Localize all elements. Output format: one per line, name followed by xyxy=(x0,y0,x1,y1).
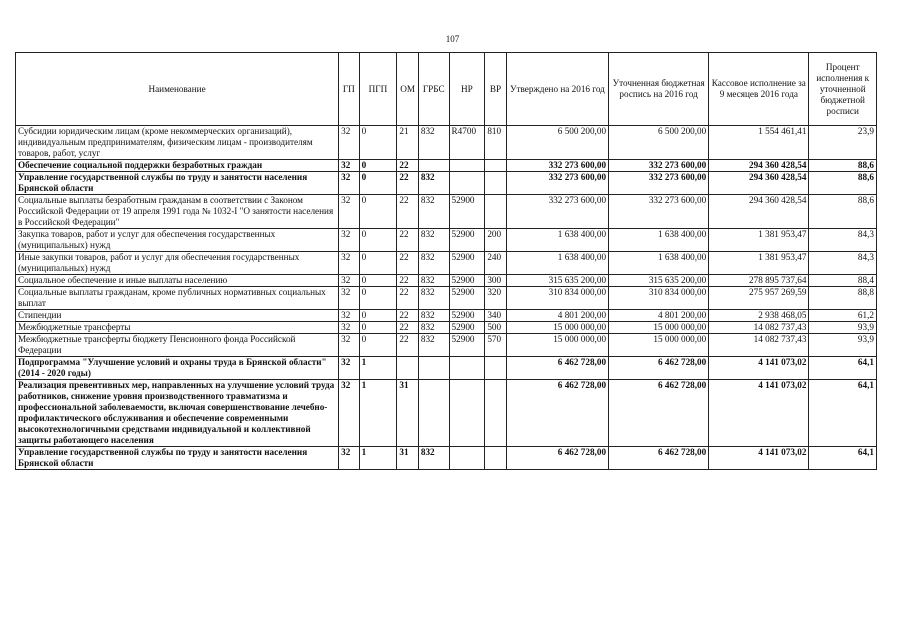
cell-name: Межбюджетные трансферты xyxy=(16,322,339,334)
cell-gp: 32 xyxy=(339,380,359,447)
cell-specified: 332 273 600,00 xyxy=(609,160,709,172)
cell-pgp: 1 xyxy=(359,357,397,380)
cell-approved: 1 638 400,00 xyxy=(506,252,608,275)
cell-vr xyxy=(485,172,506,195)
cell-gp: 32 xyxy=(339,275,359,287)
cell-om: 22 xyxy=(397,334,418,357)
cell-pgp: 0 xyxy=(359,172,397,195)
cell-cash: 1 381 953,47 xyxy=(709,229,809,252)
cell-cash: 275 957 269,59 xyxy=(709,287,809,310)
cell-np xyxy=(449,380,485,447)
cell-om: 22 xyxy=(397,195,418,229)
header-np: НР xyxy=(449,53,485,126)
header-cash: Кассовое исполнение за 9 месяцев 2016 года xyxy=(709,53,809,126)
cell-grbs: 832 xyxy=(418,172,449,195)
cell-specified: 1 638 400,00 xyxy=(609,229,709,252)
table-row xyxy=(16,287,877,310)
cell-np xyxy=(449,447,485,470)
cell-pgp: 0 xyxy=(359,310,397,322)
header-percent: Процент исполнения к уточненной бюджетной росписи xyxy=(809,53,877,126)
cell-vr xyxy=(485,380,506,447)
header-pgp: ПГП xyxy=(359,53,397,126)
cell-specified: 15 000 000,00 xyxy=(609,334,709,357)
cell-approved: 6 462 728,00 xyxy=(506,357,608,380)
cell-grbs: 832 xyxy=(418,195,449,229)
cell-approved: 315 635 200,00 xyxy=(506,275,608,287)
cell-om: 21 xyxy=(397,126,418,160)
cell-percent: 64,1 xyxy=(809,380,877,447)
cell-np xyxy=(449,172,485,195)
cell-om: 22 xyxy=(397,287,418,310)
cell-om: 22 xyxy=(397,275,418,287)
cell-specified: 6 500 200,00 xyxy=(609,126,709,160)
cell-grbs: 832 xyxy=(418,447,449,470)
cell-approved: 1 638 400,00 xyxy=(506,229,608,252)
cell-percent: 93,9 xyxy=(809,322,877,334)
cell-cash: 14 082 737,43 xyxy=(709,334,809,357)
cell-vr: 570 xyxy=(485,334,506,357)
header-gp: ГП xyxy=(339,53,359,126)
cell-vr xyxy=(485,357,506,380)
cell-name: Подпрограмма "Улучшение условий и охраны труда в Брянской области" (2014 - 2020 годы) xyxy=(16,357,339,380)
cell-gp: 32 xyxy=(339,447,359,470)
cell-specified: 6 462 728,00 xyxy=(609,357,709,380)
cell-grbs: 832 xyxy=(418,252,449,275)
cell-name: Социальное обеспечение и иные выплаты населению xyxy=(16,275,339,287)
cell-percent: 84,3 xyxy=(809,252,877,275)
cell-percent: 93,9 xyxy=(809,334,877,357)
header-om: ОМ xyxy=(397,53,418,126)
cell-om: 22 xyxy=(397,252,418,275)
cell-np: 52900 xyxy=(449,334,485,357)
cell-gp: 32 xyxy=(339,252,359,275)
table-row xyxy=(16,447,877,470)
cell-np: 52900 xyxy=(449,195,485,229)
cell-percent: 64,1 xyxy=(809,357,877,380)
page-number: 107 xyxy=(445,34,460,44)
cell-np: 52900 xyxy=(449,252,485,275)
cell-approved: 332 273 600,00 xyxy=(506,172,608,195)
cell-pgp: 0 xyxy=(359,195,397,229)
header-approved: Утверждено на 2016 год xyxy=(506,53,608,126)
cell-vr: 810 xyxy=(485,126,506,160)
cell-cash: 4 141 073,02 xyxy=(709,357,809,380)
cell-gp: 32 xyxy=(339,334,359,357)
header-grbs: ГРБС xyxy=(418,53,449,126)
cell-grbs: 832 xyxy=(418,322,449,334)
cell-name: Социальные выплаты гражданам, кроме публичных нормативных социальных выплат xyxy=(16,287,339,310)
cell-gp: 32 xyxy=(339,310,359,322)
cell-cash: 294 360 428,54 xyxy=(709,172,809,195)
cell-vr: 340 xyxy=(485,310,506,322)
table-row xyxy=(16,252,877,275)
cell-cash: 1 554 461,41 xyxy=(709,126,809,160)
cell-grbs: 832 xyxy=(418,334,449,357)
cell-om: 22 xyxy=(397,322,418,334)
cell-name: Закупка товаров, работ и услуг для обеспечения государственных (муниципальных) нужд xyxy=(16,229,339,252)
table-header-row xyxy=(16,53,877,126)
cell-approved: 332 273 600,00 xyxy=(506,160,608,172)
cell-percent: 84,3 xyxy=(809,229,877,252)
cell-name: Управление государственной службы по труду и занятости населения Брянской области xyxy=(16,172,339,195)
cell-pgp: 1 xyxy=(359,447,397,470)
cell-name: Управление государственной службы по труду и занятости населения Брянской области xyxy=(16,447,339,470)
cell-cash: 294 360 428,54 xyxy=(709,160,809,172)
cell-gp: 32 xyxy=(339,287,359,310)
cell-specified: 332 273 600,00 xyxy=(609,195,709,229)
cell-grbs xyxy=(418,380,449,447)
cell-specified: 310 834 000,00 xyxy=(609,287,709,310)
cell-vr xyxy=(485,447,506,470)
cell-pgp: 0 xyxy=(359,275,397,287)
cell-cash: 278 895 737,64 xyxy=(709,275,809,287)
cell-specified: 1 638 400,00 xyxy=(609,252,709,275)
cell-vr xyxy=(485,160,506,172)
cell-gp: 32 xyxy=(339,172,359,195)
cell-pgp: 1 xyxy=(359,380,397,447)
cell-gp: 32 xyxy=(339,126,359,160)
cell-name: Субсидии юридическим лицам (кроме некоммерческих организаций), индивидуальным предпринимателям, физическим лицам - производителям товаров, работ, услуг xyxy=(16,126,339,160)
cell-np: 52900 xyxy=(449,229,485,252)
table-row xyxy=(16,380,877,447)
cell-cash: 2 938 468,05 xyxy=(709,310,809,322)
cell-vr: 240 xyxy=(485,252,506,275)
cell-percent: 64,1 xyxy=(809,447,877,470)
table-row xyxy=(16,334,877,357)
cell-percent: 88,6 xyxy=(809,172,877,195)
cell-vr: 320 xyxy=(485,287,506,310)
cell-specified: 315 635 200,00 xyxy=(609,275,709,287)
table-row xyxy=(16,357,877,380)
cell-pgp: 0 xyxy=(359,126,397,160)
cell-cash: 4 141 073,02 xyxy=(709,447,809,470)
budget-table xyxy=(15,52,877,470)
cell-cash: 14 082 737,43 xyxy=(709,322,809,334)
header-name: Наименование xyxy=(16,53,339,126)
cell-gp: 32 xyxy=(339,229,359,252)
cell-approved: 6 462 728,00 xyxy=(506,447,608,470)
cell-grbs: 832 xyxy=(418,229,449,252)
cell-percent: 23,9 xyxy=(809,126,877,160)
cell-name: Стипендии xyxy=(16,310,339,322)
cell-percent: 88,4 xyxy=(809,275,877,287)
cell-approved: 15 000 000,00 xyxy=(506,322,608,334)
cell-approved: 6 462 728,00 xyxy=(506,380,608,447)
cell-pgp: 0 xyxy=(359,287,397,310)
cell-cash: 4 141 073,02 xyxy=(709,380,809,447)
cell-om: 31 xyxy=(397,380,418,447)
table-row xyxy=(16,126,877,160)
cell-pgp: 0 xyxy=(359,252,397,275)
cell-specified: 6 462 728,00 xyxy=(609,380,709,447)
cell-gp: 32 xyxy=(339,195,359,229)
cell-name: Обеспечение социальной поддержки безработных граждан xyxy=(16,160,339,172)
cell-pgp: 0 xyxy=(359,229,397,252)
cell-gp: 32 xyxy=(339,357,359,380)
cell-approved: 15 000 000,00 xyxy=(506,334,608,357)
table-row xyxy=(16,172,877,195)
cell-np xyxy=(449,160,485,172)
table-row xyxy=(16,195,877,229)
cell-specified: 4 801 200,00 xyxy=(609,310,709,322)
cell-np: 52900 xyxy=(449,275,485,287)
table-row xyxy=(16,160,877,172)
cell-pgp: 0 xyxy=(359,160,397,172)
cell-np xyxy=(449,357,485,380)
cell-pgp: 0 xyxy=(359,322,397,334)
cell-specified: 15 000 000,00 xyxy=(609,322,709,334)
cell-om xyxy=(397,357,418,380)
cell-grbs: 832 xyxy=(418,126,449,160)
cell-om: 31 xyxy=(397,447,418,470)
cell-np: 52900 xyxy=(449,322,485,334)
cell-vr: 500 xyxy=(485,322,506,334)
header-specified: Уточненная бюджетная роспись на 2016 год xyxy=(609,53,709,126)
cell-percent: 88,8 xyxy=(809,287,877,310)
table-row xyxy=(16,310,877,322)
cell-approved: 332 273 600,00 xyxy=(506,195,608,229)
cell-pgp: 0 xyxy=(359,334,397,357)
cell-cash: 294 360 428,54 xyxy=(709,195,809,229)
cell-grbs: 832 xyxy=(418,275,449,287)
cell-grbs xyxy=(418,160,449,172)
cell-om: 22 xyxy=(397,160,418,172)
table-row xyxy=(16,229,877,252)
cell-vr: 200 xyxy=(485,229,506,252)
cell-approved: 310 834 000,00 xyxy=(506,287,608,310)
cell-grbs xyxy=(418,357,449,380)
cell-name: Межбюджетные трансферты бюджету Пенсионного фонда Российской Федерации xyxy=(16,334,339,357)
cell-percent: 88,6 xyxy=(809,195,877,229)
cell-percent: 88,6 xyxy=(809,160,877,172)
cell-name: Социальные выплаты безработным гражданам в соответствии с Законом Российской Федерации от 19 апреля 1991 года № 1032-I "О занятости населения в Российской Федерации" xyxy=(16,195,339,229)
cell-grbs: 832 xyxy=(418,287,449,310)
table-row xyxy=(16,322,877,334)
cell-name: Иные закупки товаров, работ и услуг для обеспечения государственных (муниципальных) нужд xyxy=(16,252,339,275)
cell-om: 22 xyxy=(397,229,418,252)
cell-specified: 332 273 600,00 xyxy=(609,172,709,195)
cell-name: Реализация превентивных мер, направленных на улучшение условий труда работников, снижение уровня производственного травматизма и профессиональной заболеваемости, включая совершенствование лечебно-профилактического обслуживания и обеспечение современными высокотехнологичными средствами индивидуальной и коллективной защиты работающего населения xyxy=(16,380,339,447)
cell-vr: 300 xyxy=(485,275,506,287)
cell-np: 52900 xyxy=(449,310,485,322)
cell-cash: 1 381 953,47 xyxy=(709,252,809,275)
table-row xyxy=(16,275,877,287)
cell-gp: 32 xyxy=(339,322,359,334)
cell-specified: 6 462 728,00 xyxy=(609,447,709,470)
cell-vr xyxy=(485,195,506,229)
cell-approved: 6 500 200,00 xyxy=(506,126,608,160)
cell-gp: 32 xyxy=(339,160,359,172)
cell-np: 52900 xyxy=(449,287,485,310)
cell-percent: 61,2 xyxy=(809,310,877,322)
cell-np: R4700 xyxy=(449,126,485,160)
cell-grbs: 832 xyxy=(418,310,449,322)
header-vr: ВР xyxy=(485,53,506,126)
cell-om: 22 xyxy=(397,310,418,322)
cell-approved: 4 801 200,00 xyxy=(506,310,608,322)
cell-om: 22 xyxy=(397,172,418,195)
